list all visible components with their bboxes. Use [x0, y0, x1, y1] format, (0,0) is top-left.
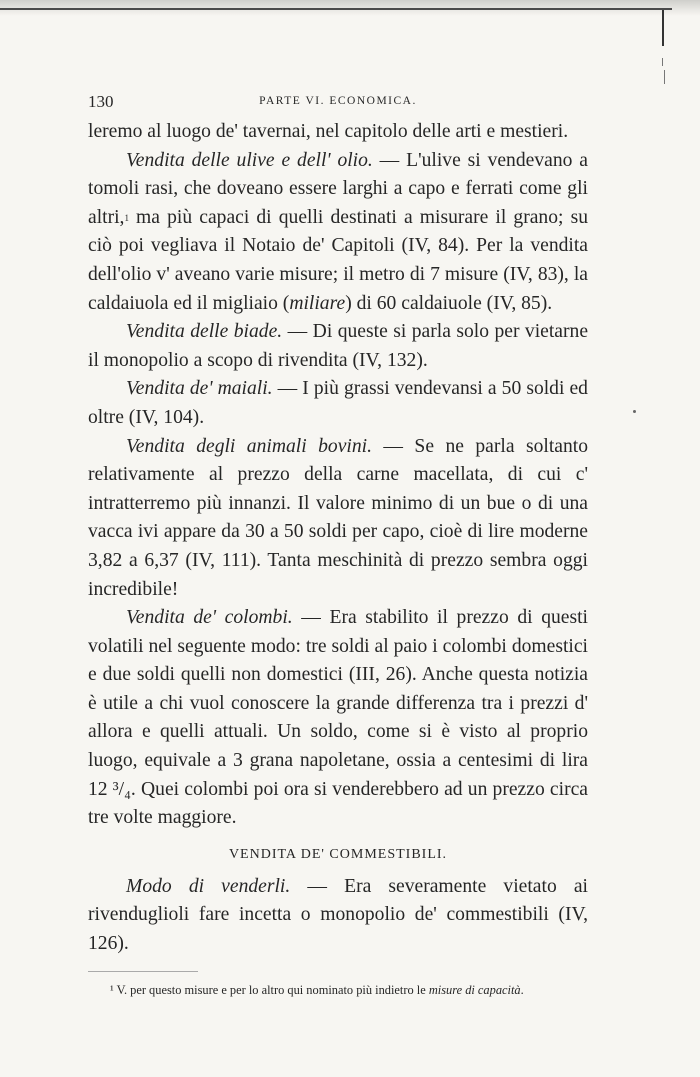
paragraph-title: Vendita delle biade.	[126, 321, 283, 343]
paragraph-title: Vendita degli animali bovini.	[126, 435, 372, 457]
paragraph-title: Vendita de' maiali.	[126, 378, 273, 400]
paragraph-bovini: Vendita degli animali bovini. — Se ne parla soltanto relativamente al prezzo della carne macellata, di cui c' intratterremo più innanzi. Il valore minimo di un bue o di una vacca ivi appare da 30 a 50 soldi per capo, cioè di lire moderne 3,82 a 6,37 (IV, 111). Tanta meschinità di prezzo sembra oggi incredibile!	[88, 435, 588, 600]
page-edge-line	[0, 8, 672, 10]
page-edge-tick	[662, 58, 663, 66]
footnote: ¹ V. per questo misure e per lo altro qui nominato più indietro le misure di capacità.	[110, 982, 524, 997]
page-edge-mark	[662, 10, 664, 46]
page-header	[88, 92, 588, 118]
paragraph-maiali: Vendita de' maiali. — I più grassi vendevansi a 50 soldi ed oltre (IV, 104).	[88, 378, 588, 428]
paragraph-title: Vendita delle ulive e dell' olio.	[126, 149, 373, 171]
footnote-ref: 1	[124, 212, 129, 223]
page-content	[88, 92, 588, 999]
page-number: 130	[88, 92, 114, 111]
paragraph-biade: Vendita delle biade. — Di queste si parla solo per vietarne il monopolio a scopo di rivendita (IV, 132).	[88, 321, 589, 371]
footnote-marker: ¹	[110, 982, 114, 997]
section-heading: VENDITA DE' COMMESTIBILI.	[228, 846, 448, 862]
paragraph-ulive-olio: Vendita delle ulive e dell' olio. — L'ulive si vendevano a tomoli rasi, che doveano essere larghi a capo e ferrati come gli altri,$^1$ ma più capaci di quelli destinati a misurare il grano; su ciò poi vegliava il Notaio de' Capitoli (IV, 84). Per la vendita dell'olio v' aveano varie misure; il metro di 7 misure (IV, 83), la caldaiuola ed il migliaio (miliare) di 60 caldaiuole (IV, 85).	[88, 149, 588, 314]
paragraph-title: Vendita de' colombi.	[126, 607, 293, 629]
stray-mark	[633, 410, 636, 413]
footnote-separator	[88, 971, 588, 972]
paragraph-colombi: Vendita de' colombi. — Era stabilito il prezzo di questi volatili nel seguente modo: tre soldi al paio i colombi domestici e due soldi quelli non domestici (III, 26). Anche questa notizia è utile a chi vuol conoscere la grande differenza tra i prezzi d' allora e quelli attuali. Un soldo, come si è visto al proprio luogo, equivale a 3 grana napoletane, ossia a centesimi di lira 12 ³/₄. Quei colombi poi ora si venderebbero ad un prezzo circa tre volte maggiore.	[88, 607, 588, 829]
paragraph-title: Modo di venderli.	[126, 875, 291, 897]
running-title: PARTE VI. ECONOMICA.	[259, 95, 417, 107]
paragraph-modo-venderli: Modo di venderli. — Era severamente vietato ai rivenduglioli fare incetta o monopolio de' commestibili (IV, 126).	[88, 875, 588, 955]
page-edge-tick	[664, 70, 665, 84]
paragraph-continuation: leremo al luogo de' tavernai, nel capitolo delle arti e mestieri.	[88, 121, 569, 142]
